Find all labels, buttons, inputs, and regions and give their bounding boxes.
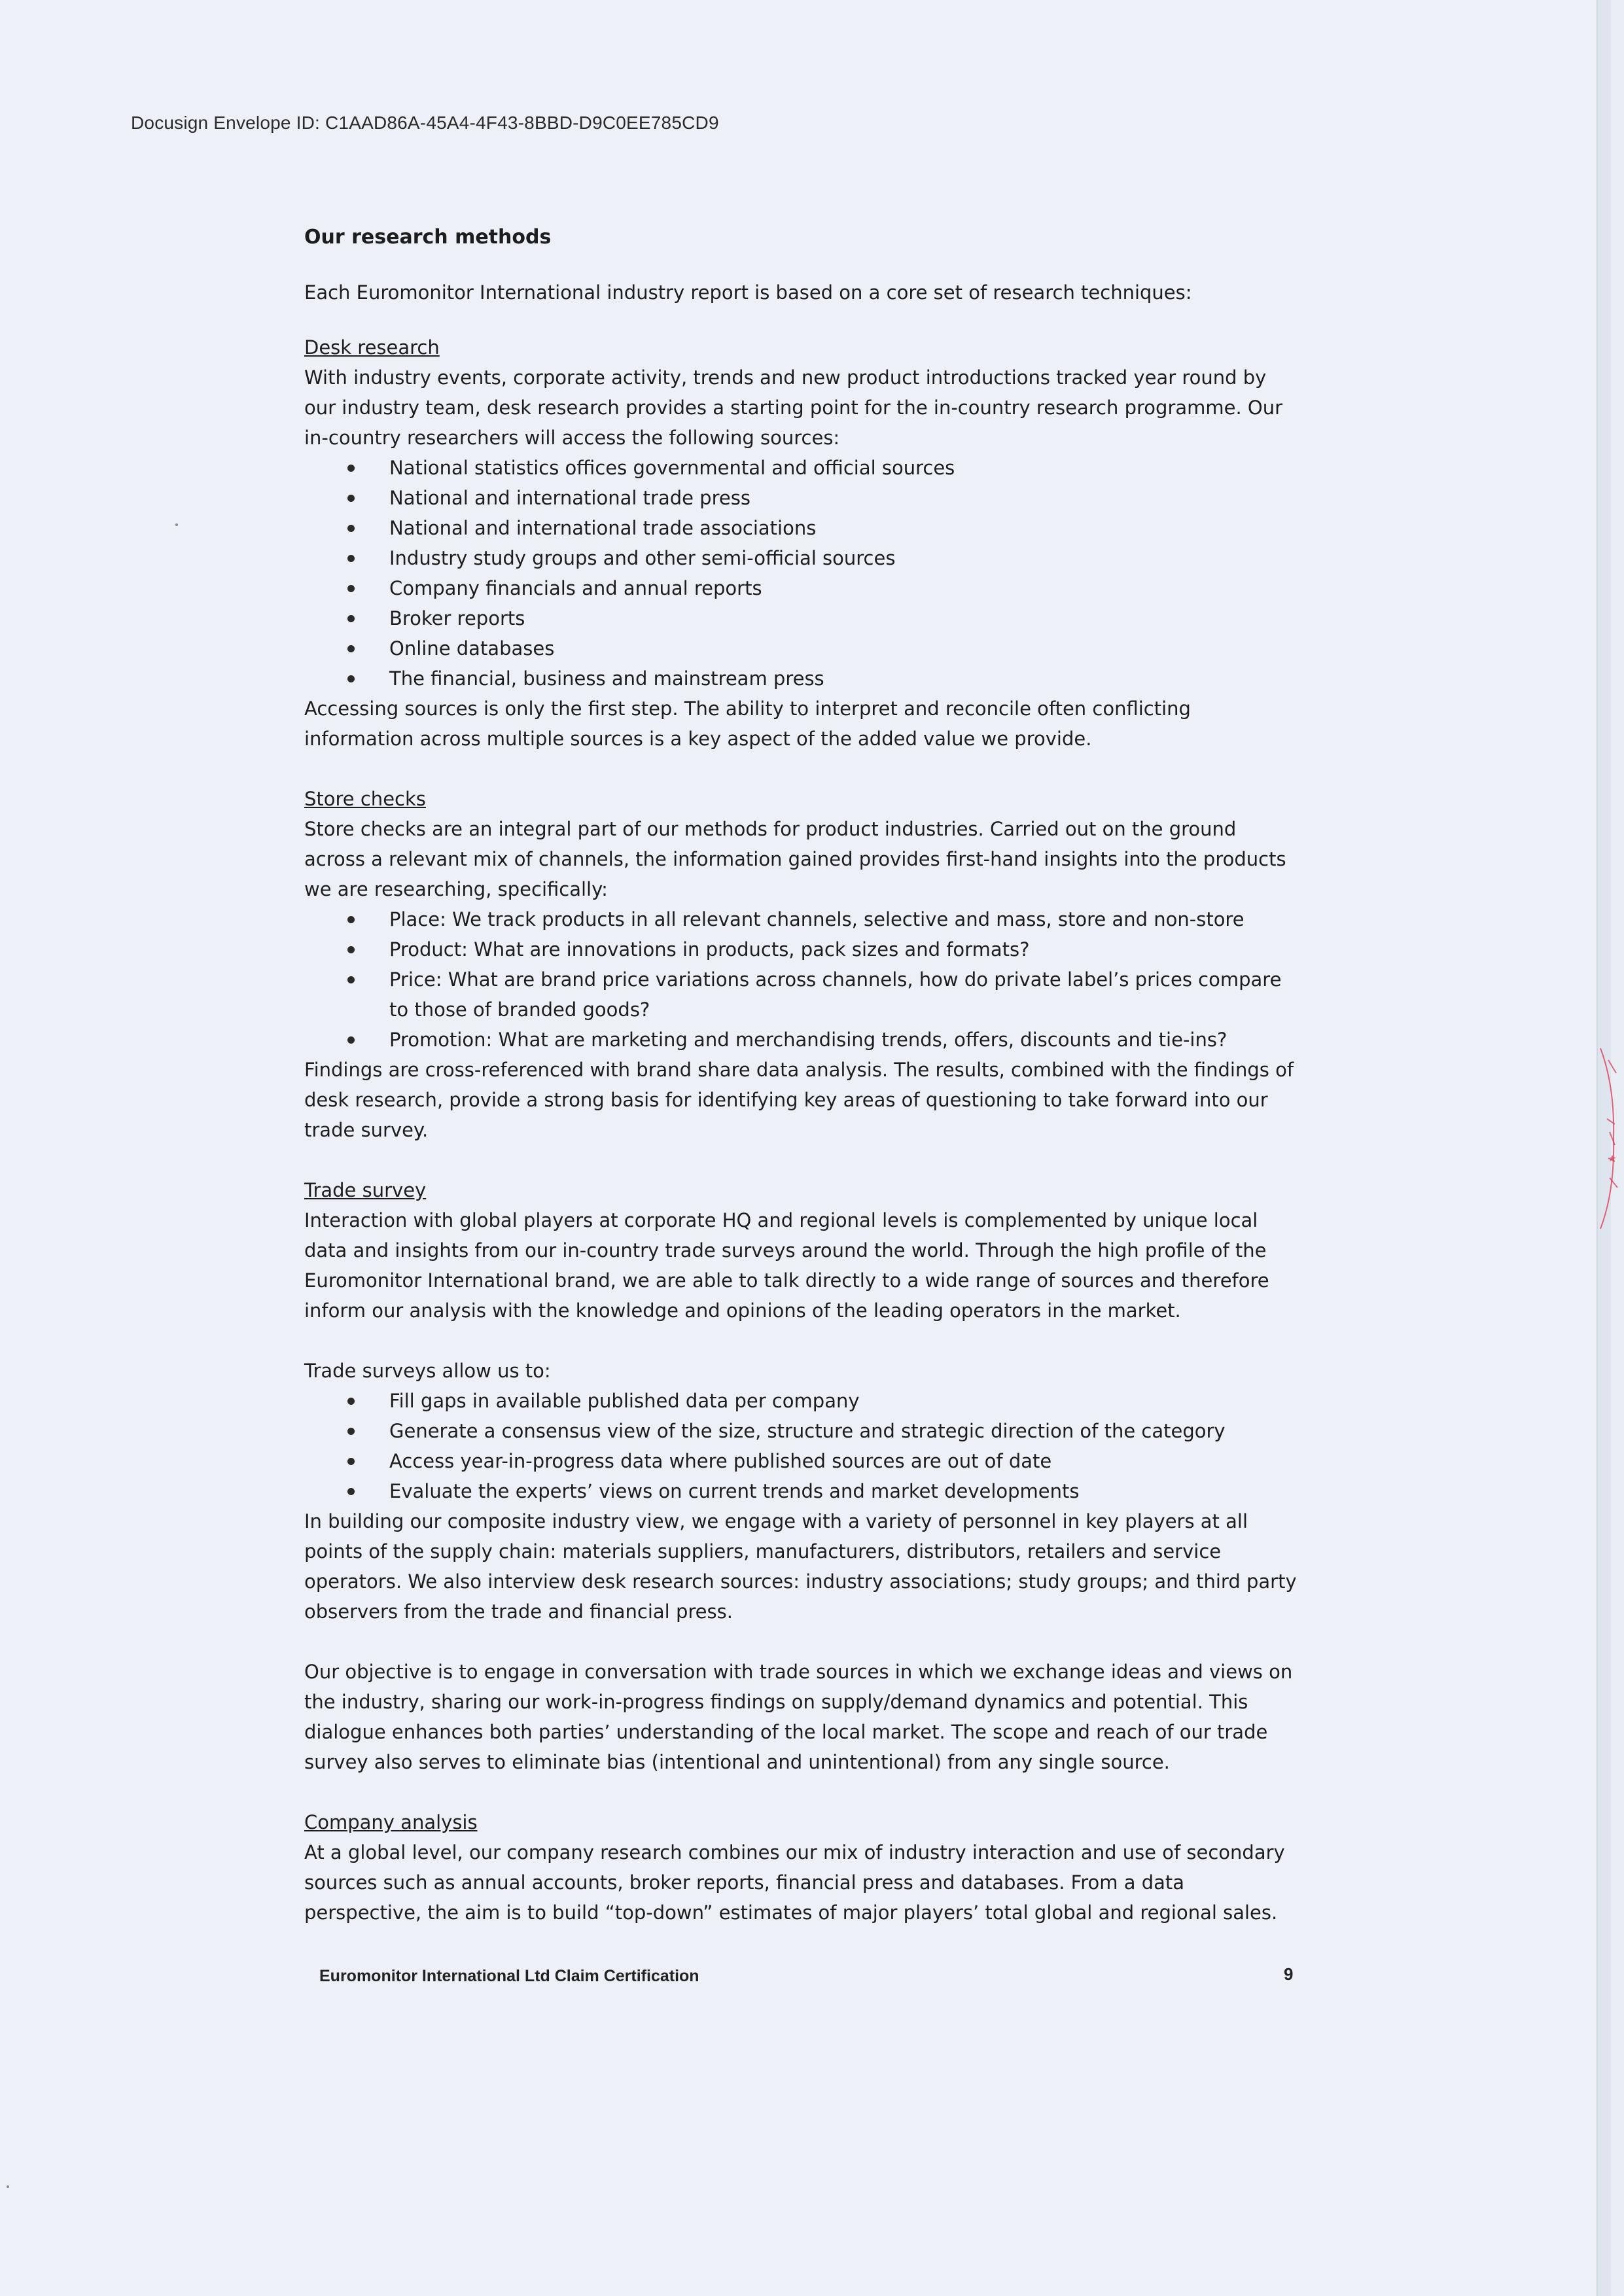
company-analysis-title: Company analysis xyxy=(304,1811,478,1833)
main-content xyxy=(304,222,1299,1928)
store-checks-title: Store checks xyxy=(304,788,426,810)
store-checks-list xyxy=(304,904,1299,1055)
desk-research-paragraph: With industry events, corporate activity, trends and new product introductions tracked year round by our industry team, desk research provides a starting point for the in-country research programme. Our in-country researchers will access the following sources: xyxy=(304,366,1283,449)
list-item: National and international trade associations xyxy=(389,513,1299,543)
seal-stamp-mark xyxy=(1595,1047,1621,1230)
trade-survey-lead: Trade surveys allow us to: xyxy=(304,1360,551,1382)
store-checks-paragraph: Store checks are an integral part of our methods for product industries. Carried out on the ground across a relevant mix of channels, the information gained provides first-hand insights into the products we are researching, specifically: xyxy=(304,818,1286,900)
desk-research-closing: Accessing sources is only the first step. The ability to interpret and reconcile often conflicting information across multiple sources is a key aspect of the added value we provide. xyxy=(304,698,1191,750)
page-heading: Our research methods xyxy=(304,226,552,249)
list-item: Promotion: What are marketing and merchandising trends, offers, discounts and tie-ins? xyxy=(389,1025,1299,1055)
list-item: Company financials and annual reports xyxy=(389,573,1299,603)
list-item: The financial, business and mainstream press xyxy=(389,663,1299,694)
list-item: National and international trade press xyxy=(389,483,1299,513)
desk-research-title: Desk research xyxy=(304,336,440,359)
list-item: Price: What are brand price variations across channels, how do private label’s prices compare to those of branded goods? xyxy=(389,964,1299,1025)
trade-survey-list xyxy=(304,1386,1299,1506)
intro-paragraph: Each Euromonitor International industry report is based on a core set of research techniques: xyxy=(304,281,1192,304)
desk-research-section xyxy=(304,332,1299,754)
trade-survey-objective: Our objective is to engage in conversation with trade sources in which we exchange ideas and views on the industry, sharing our work-in-progress findings on supply/demand dynamics and potential. This dialogue enhances both parties’ understanding of the local market. The scope and reach of our trade survey also serves to eliminate bias (intentional and unintentional) from any single source. xyxy=(304,1661,1293,1773)
list-item: Industry study groups and other semi-official sources xyxy=(389,543,1299,573)
list-item: National statistics offices governmental and official sources xyxy=(389,453,1299,483)
scan-speck xyxy=(175,523,178,526)
trade-survey-composite-view: In building our composite industry view, we engage with a variety of personnel in key players at all points of the supply chain: materials suppliers, manufacturers, distributors, retailers and service operators. We also interview desk research sources: industry associations; study groups; and third party observers from the trade and financial press. xyxy=(304,1510,1297,1623)
list-item: Online databases xyxy=(389,633,1299,663)
store-checks-section xyxy=(304,784,1299,1145)
trade-survey-title: Trade survey xyxy=(304,1179,427,1201)
docusign-envelope-id: Docusign Envelope ID: C1AAD86A-45A4-4F43-8BBD-D9C0EE785CD9 xyxy=(131,113,719,133)
page-number: 9 xyxy=(1284,1964,1294,1984)
list-item: Place: We track products in all relevant channels, selective and mass, store and non-store xyxy=(389,904,1299,934)
scan-speck xyxy=(7,2185,9,2188)
desk-research-sources-list xyxy=(304,453,1299,694)
trade-survey-paragraph: Interaction with global players at corporate HQ and regional levels is complemented by unique local data and insights from our in-country trade surveys around the world. Through the high profile of the Euromonitor International brand, we are able to talk directly to a wide range of sources and therefore inform our analysis with the knowledge and opinions of the leading operators in the market. xyxy=(304,1209,1269,1322)
list-item: Product: What are innovations in products, pack sizes and formats? xyxy=(389,934,1299,964)
list-item: Fill gaps in available published data per company xyxy=(389,1386,1299,1416)
footer-title: Euromonitor International Ltd Claim Certification xyxy=(319,1967,699,1985)
list-item: Access year-in-progress data where published sources are out of date xyxy=(389,1446,1299,1476)
list-item: Generate a consensus view of the size, structure and strategic direction of the category xyxy=(389,1416,1299,1446)
company-analysis-paragraph: At a global level, our company research combines our mix of industry interaction and use of secondary sources such as annual accounts, broker reports, financial press and databases. From a data perspective, the aim is to build “top-down” estimates of major players’ total global and regional sales. xyxy=(304,1841,1285,1924)
trade-survey-section xyxy=(304,1175,1299,1777)
list-item: Broker reports xyxy=(389,603,1299,633)
list-item: Evaluate the experts’ views on current trends and market developments xyxy=(389,1476,1299,1506)
store-checks-closing: Findings are cross-referenced with brand share data analysis. The results, combined with the findings of desk research, provide a strong basis for identifying key areas of questioning to take forward into our trade survey. xyxy=(304,1059,1294,1141)
company-analysis-section xyxy=(304,1807,1299,1928)
